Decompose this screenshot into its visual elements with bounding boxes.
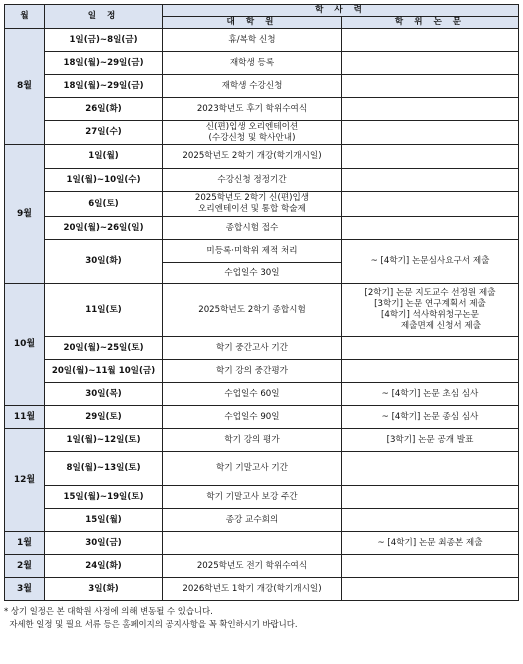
table-row xyxy=(5,52,519,75)
event-cell: 학기 강의 중간평가 xyxy=(163,360,342,383)
footnote-line-1: * 상기 일정은 본 대학원 사정에 의해 변동될 수 있습니다. xyxy=(4,606,213,616)
table-row xyxy=(5,360,519,383)
date-cell: 20일(월)~25일(토) xyxy=(45,337,163,360)
footnote xyxy=(4,605,518,631)
date-cell: 30일(화) xyxy=(45,240,163,284)
header-academic: 학 사 력 xyxy=(163,5,519,17)
event-cell: 재학생 수강신청 xyxy=(163,75,342,98)
date-cell: 30일(금) xyxy=(45,532,163,555)
table-row xyxy=(5,429,519,452)
event-cell: 2025학년도 2학기 개강(학기개시일) xyxy=(163,145,342,169)
table-row xyxy=(5,121,519,145)
thesis-cell xyxy=(342,169,519,192)
header-thesis: 학 위 논 문 xyxy=(342,17,519,29)
event-cell: 휴/복학 신청 xyxy=(163,29,342,52)
calendar-body xyxy=(5,29,519,601)
thesis-line: [3학기] 논문 연구계획서 제출 xyxy=(374,299,486,309)
table-row xyxy=(5,192,519,217)
thesis-cell xyxy=(342,337,519,360)
event-cell: 종합시험 접수 xyxy=(163,217,342,240)
thesis-cell xyxy=(342,578,519,601)
date-cell: 20일(월)~11월 10일(금) xyxy=(45,360,163,383)
event-cell: 2025학년도 전기 학위수여식 xyxy=(163,555,342,578)
thesis-line: 제출면제 신청서 제출 xyxy=(378,321,482,331)
event-cell xyxy=(163,192,342,217)
date-cell: 24일(화) xyxy=(45,555,163,578)
date-cell: 29일(토) xyxy=(45,406,163,429)
table-row xyxy=(5,240,519,263)
thesis-line: [4학기] 석사학위청구논문 xyxy=(381,310,479,320)
event-cell: 학기 기말고사 기간 xyxy=(163,452,342,486)
month-cell: 9월 xyxy=(5,145,45,284)
event-cell: 종강 교수회의 xyxy=(163,509,342,532)
thesis-cell: [3학기] 논문 공개 발표 xyxy=(342,429,519,452)
event-cell xyxy=(163,532,342,555)
thesis-cell xyxy=(342,121,519,145)
month-cell: 12월 xyxy=(5,429,45,532)
month-cell: 8월 xyxy=(5,29,45,145)
table-row xyxy=(5,29,519,52)
header-grad-school: 대 학 원 xyxy=(163,17,342,29)
academic-calendar xyxy=(4,4,518,631)
event-cell: 수업일수 30일 xyxy=(163,263,342,284)
event-line: 2025학년도 2학기 신(편)입생 xyxy=(194,193,310,203)
thesis-cell: ~ [4학기] 논문 최종본 제출 xyxy=(342,532,519,555)
calendar-table xyxy=(4,4,519,601)
date-cell: 15일(월) xyxy=(45,509,163,532)
month-cell: 3월 xyxy=(5,578,45,601)
date-cell: 30일(목) xyxy=(45,383,163,406)
event-cell: 수업일수 90일 xyxy=(163,406,342,429)
table-row xyxy=(5,337,519,360)
table-row xyxy=(5,217,519,240)
date-cell: 1일(월) xyxy=(45,145,163,169)
month-cell: 10월 xyxy=(5,284,45,406)
thesis-cell xyxy=(342,145,519,169)
month-cell: 11월 xyxy=(5,406,45,429)
table-row xyxy=(5,509,519,532)
event-line: (수강신청 및 학사안내) xyxy=(208,132,296,143)
table-row xyxy=(5,452,519,486)
event-cell: 미등록·미학위 제적 처리 xyxy=(163,240,342,263)
header-month: 월 xyxy=(5,5,45,29)
date-cell: 1일(월)~10일(수) xyxy=(45,169,163,192)
date-cell: 8일(월)~13일(토) xyxy=(45,452,163,486)
date-cell: 26일(화) xyxy=(45,98,163,121)
footnote-line-2: 자세한 일정 및 필요 서류 등은 홈페이지의 공지사항을 꼭 확인하시기 바랍니다. xyxy=(4,619,298,629)
thesis-cell xyxy=(342,192,519,217)
thesis-cell xyxy=(342,452,519,486)
thesis-cell: ~ [4학기] 논문 초심 심사 xyxy=(342,383,519,406)
thesis-cell xyxy=(342,98,519,121)
date-cell: 1일(월)~12일(토) xyxy=(45,429,163,452)
thesis-cell xyxy=(342,217,519,240)
thesis-cell xyxy=(342,486,519,509)
thesis-cell xyxy=(342,284,519,337)
thesis-cell xyxy=(342,555,519,578)
thesis-cell: ~ [4학기] 논문심사요구서 제출 xyxy=(342,240,519,284)
thesis-cell: ~ [4학기] 논문 종심 심사 xyxy=(342,406,519,429)
event-cell: 2026학년도 1학기 개강(학기개시일) xyxy=(163,578,342,601)
table-row xyxy=(5,98,519,121)
event-cell: 학기 기말고사 보강 주간 xyxy=(163,486,342,509)
table-row xyxy=(5,284,519,337)
date-cell: 18일(월)~29일(금) xyxy=(45,52,163,75)
event-line: 신(편)입생 오리엔테이션 xyxy=(205,121,299,132)
table-row xyxy=(5,532,519,555)
date-cell: 15일(월)~19일(토) xyxy=(45,486,163,509)
thesis-line: [2학기] 논문 지도교수 선정원 제출 xyxy=(364,288,496,298)
thesis-cell xyxy=(342,75,519,98)
event-cell xyxy=(163,121,342,145)
thesis-cell xyxy=(342,29,519,52)
table-row xyxy=(5,383,519,406)
table-row xyxy=(5,486,519,509)
thesis-cell xyxy=(342,52,519,75)
event-cell: 2025학년도 2학기 종합시험 xyxy=(163,284,342,337)
table-row xyxy=(5,75,519,98)
table-row xyxy=(5,555,519,578)
table-row xyxy=(5,169,519,192)
event-cell: 학기 강의 평가 xyxy=(163,429,342,452)
event-cell: 수강신청 정정기간 xyxy=(163,169,342,192)
event-cell: 수업일수 60일 xyxy=(163,383,342,406)
event-cell: 재학생 등록 xyxy=(163,52,342,75)
date-cell: 20일(월)~26일(일) xyxy=(45,217,163,240)
date-cell: 27일(수) xyxy=(45,121,163,145)
event-line: 오리엔테이션 및 통합 학술제 xyxy=(198,204,306,214)
table-row xyxy=(5,145,519,169)
date-cell: 3일(화) xyxy=(45,578,163,601)
table-row xyxy=(5,406,519,429)
thesis-cell xyxy=(342,509,519,532)
header-schedule: 일 정 xyxy=(45,5,163,29)
month-cell: 1월 xyxy=(5,532,45,555)
date-cell: 11일(토) xyxy=(45,284,163,337)
date-cell: 1일(금)~8일(금) xyxy=(45,29,163,52)
table-row xyxy=(5,578,519,601)
date-cell: 18일(월)~29일(금) xyxy=(45,75,163,98)
event-cell: 학기 중간고사 기간 xyxy=(163,337,342,360)
date-cell: 6일(토) xyxy=(45,192,163,217)
month-cell: 2월 xyxy=(5,555,45,578)
event-cell: 2023학년도 후기 학위수여식 xyxy=(163,98,342,121)
thesis-cell xyxy=(342,360,519,383)
